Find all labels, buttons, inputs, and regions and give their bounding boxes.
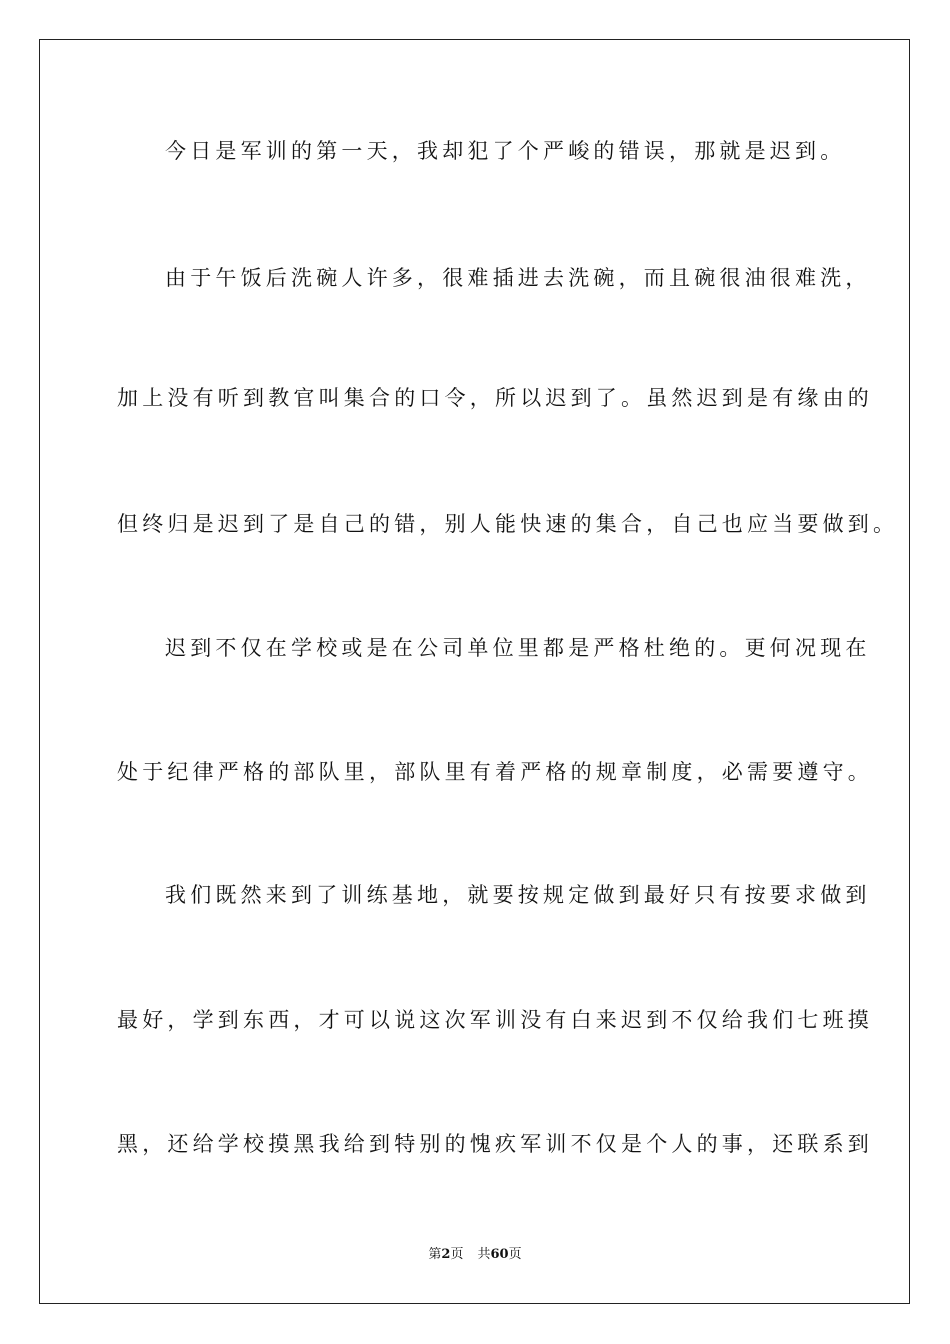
page-suffix: 页 <box>450 1247 464 1262</box>
text-line-5: 迟到不仅在学校或是在公司单位里都是严格杜绝的。更何况现在 <box>165 636 871 660</box>
text-line-4: 但终归是迟到了是自己的错，别人能快速的集合，自己也应当要做到。 <box>117 512 899 536</box>
text-line-8: 最好，学到东西，才可以说这次军训没有白来迟到不仅给我们七班摸 <box>117 1008 873 1032</box>
total-prefix: 共 <box>477 1247 491 1262</box>
page-border <box>39 39 910 1304</box>
page-number: 2 <box>441 1247 451 1262</box>
page-footer <box>0 1246 950 1264</box>
text-line-1: 今日是军训的第一天，我却犯了个严峻的错误，那就是迟到。 <box>165 139 846 163</box>
text-line-6: 处于纪律严格的部队里，部队里有着严格的规章制度，必需要遵守。 <box>117 760 873 784</box>
page-prefix: 第 <box>428 1247 442 1262</box>
total-pages: 60 <box>490 1247 509 1262</box>
text-line-9: 黑，还给学校摸黑我给到特别的愧疚军训不仅是个人的事，还联系到 <box>117 1132 873 1156</box>
total-suffix: 页 <box>508 1247 522 1262</box>
text-line-2: 由于午饭后洗碗人许多，很难插进去洗碗，而且碗很油很难洗， <box>165 266 871 290</box>
text-line-7: 我们既然来到了训练基地，就要按规定做到最好只有按要求做到 <box>165 883 871 907</box>
text-line-3: 加上没有听到教官叫集合的口令，所以迟到了。虽然迟到是有缘由的 <box>117 386 873 410</box>
